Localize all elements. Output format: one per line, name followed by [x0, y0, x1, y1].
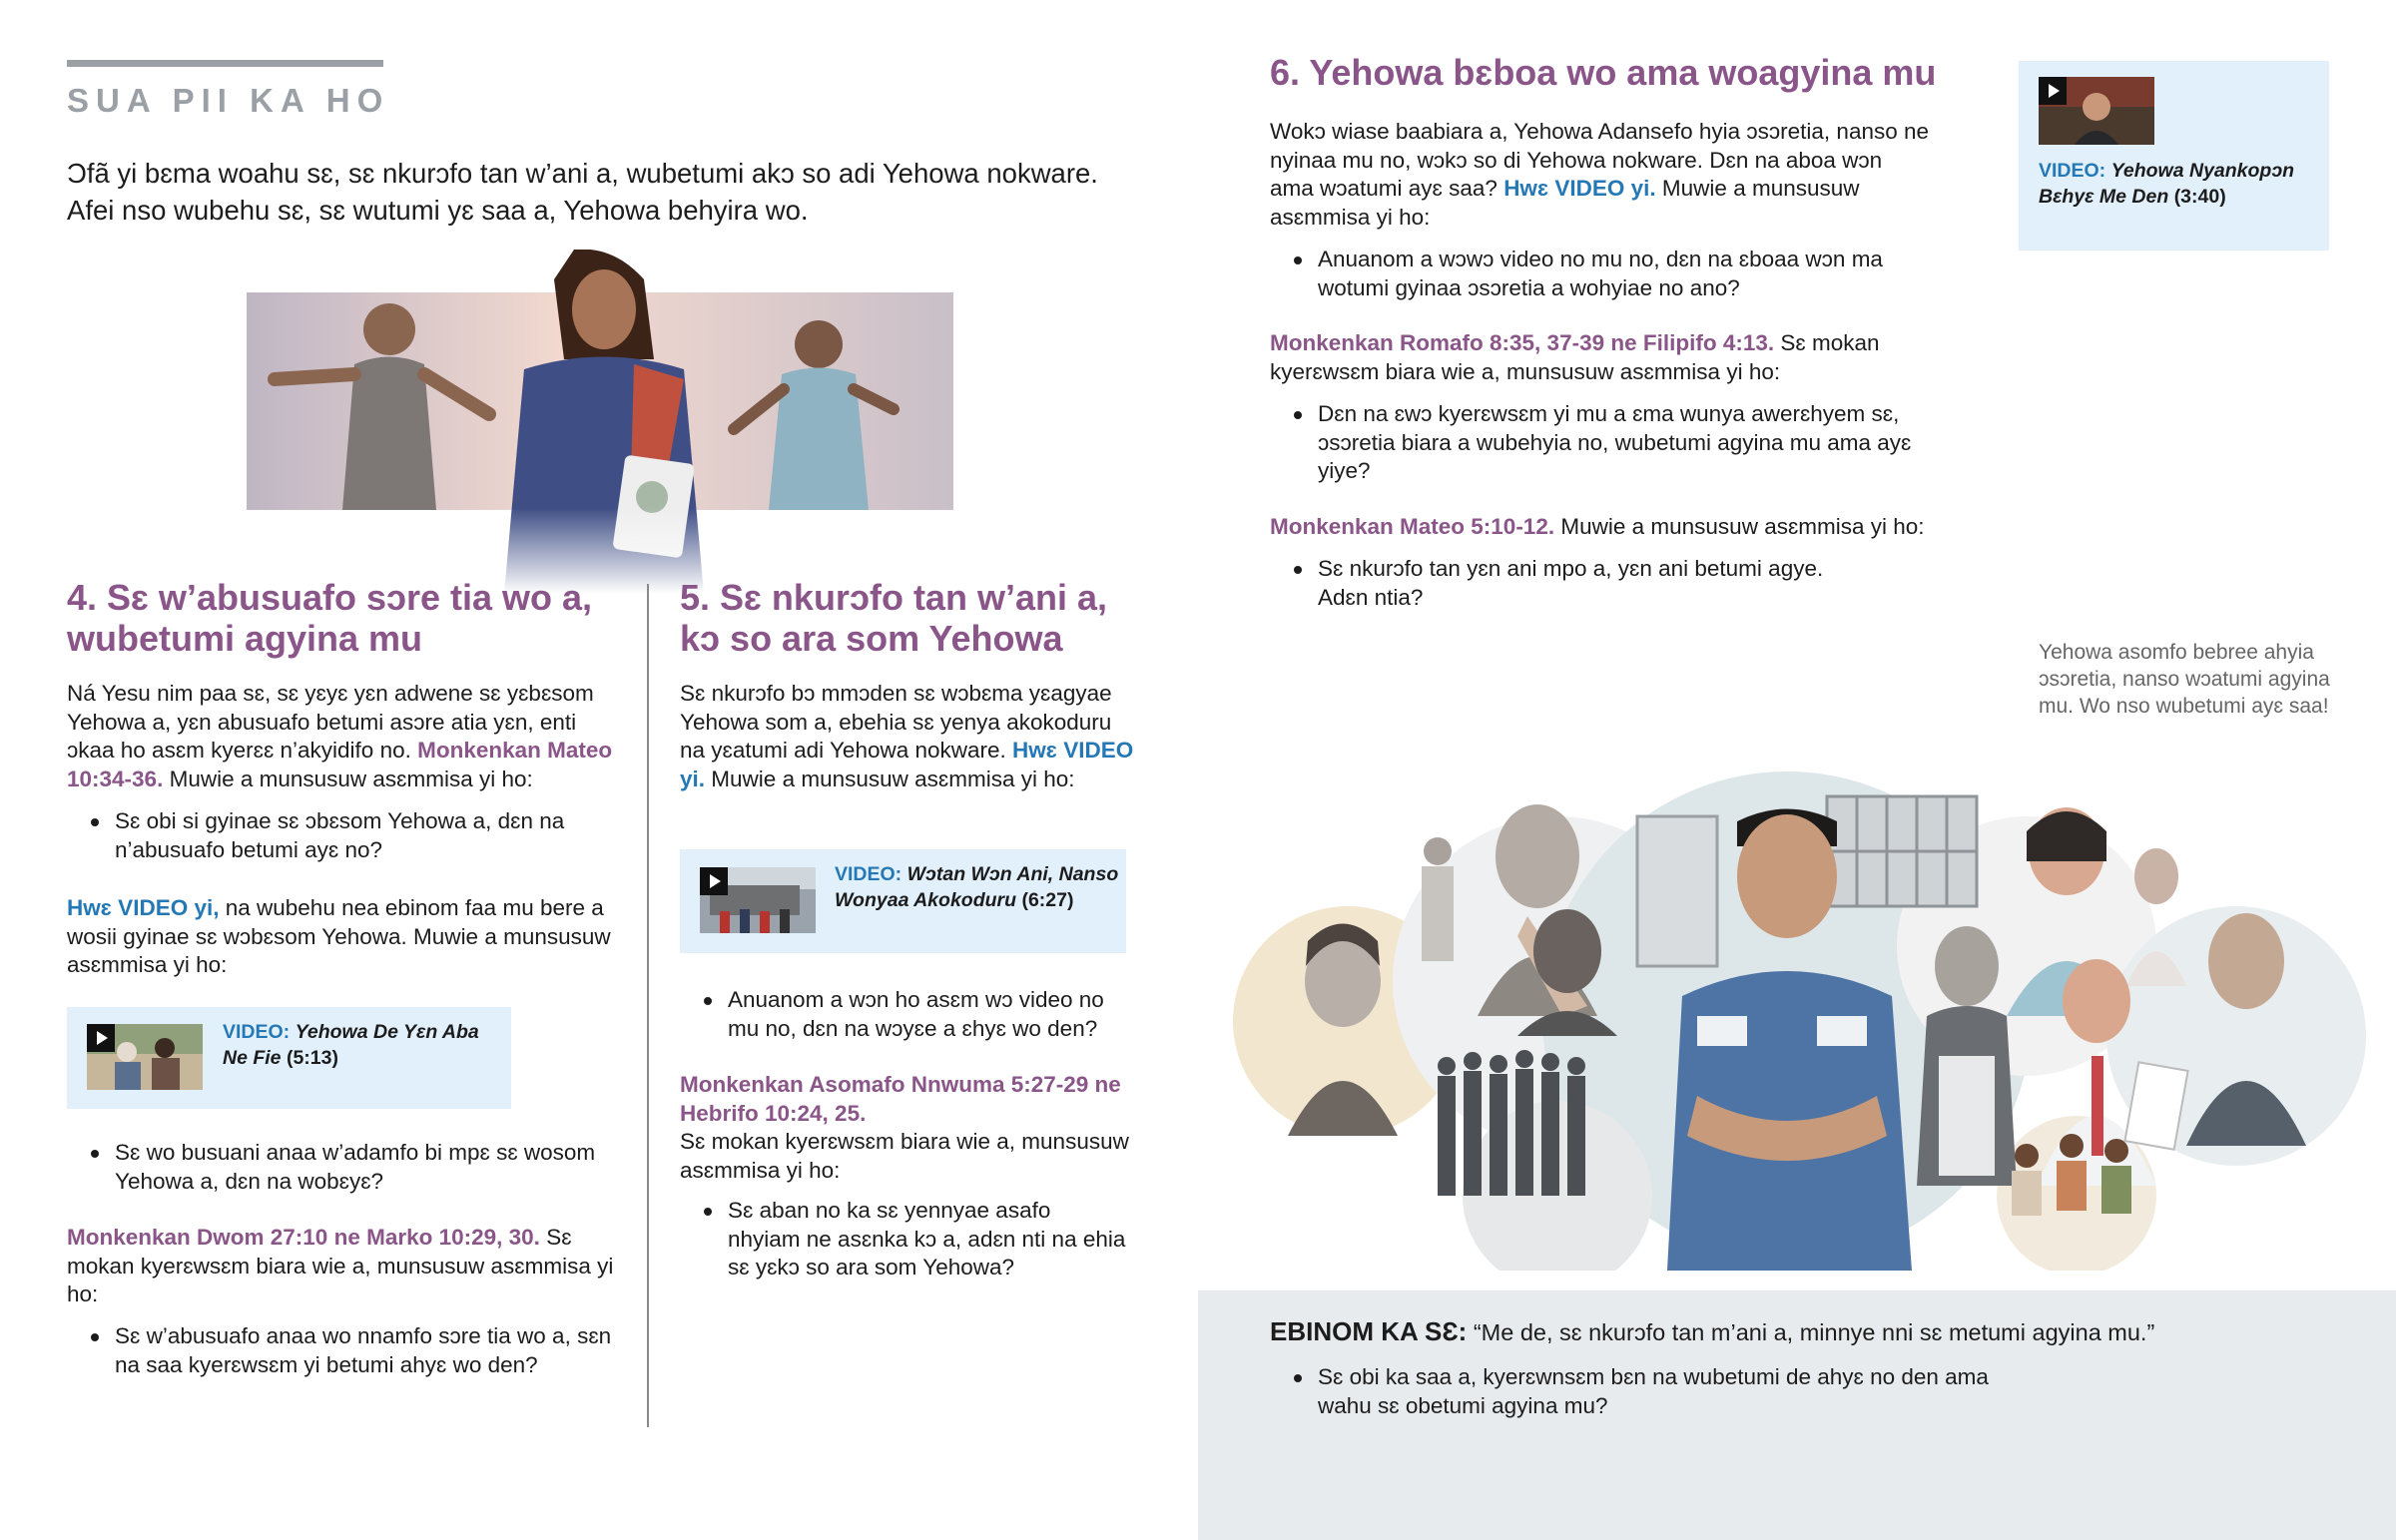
watch-video-link[interactable]: Hwɛ VIDEO yi.: [680, 738, 1134, 791]
video-title: Yehowa De Yɛn Aba Ne Fie: [223, 1021, 479, 1069]
scripture-reference-link[interactable]: Monkenkan Dwom 27:10 ne Marko 10:29, 30.: [67, 1225, 540, 1250]
section-4-heading-line-2: wubetumi agyina mu: [67, 618, 423, 659]
section-6-p2-text: Sɛ mokan kyerɛwsɛm biara wie a, munsusuw asɛmmisa yi ho:: [1270, 330, 1880, 384]
video-duration: (5:13): [286, 1047, 338, 1069]
section-4-p1-tail: Muwie a munsusuw asɛmmisa yi ho:: [169, 766, 533, 791]
section-6-question-2: Dɛn na ɛwɔ kyerɛwsɛm yi mu a ɛma wunya awerɛhyem sɛ, ɔsɔretia biara a wubehyia no, wubetumi agyina mu ama ayɛ yiye?: [1270, 400, 1929, 486]
video-card-family[interactable]: [67, 1007, 511, 1109]
section-5-p2-text: Sɛ mokan kyerɛwsɛm biara wie a, munsusuw asɛmmisa yi ho:: [680, 1129, 1129, 1183]
video-title: Yehowa Nyankopɔn Bɛhyɛ Me Den: [2039, 160, 2295, 208]
video-caption: [835, 861, 1119, 913]
faithful-servants-illustration: [1228, 767, 2366, 1271]
watch-video-link[interactable]: Hwɛ VIDEO yi,: [67, 895, 220, 920]
section-4-question-1: Sɛ obi si gyinae sɛ ɔbɛsom Yehowa a, dɛn na n’abusuafo betumi ayɛ no?: [67, 807, 626, 864]
section-5-paragraph-1: [680, 680, 1139, 793]
some-say-label: EBINOM KA SƐ:: [1270, 1316, 1468, 1346]
section-6-paragraph-3: [1270, 513, 1969, 542]
video-duration: (3:40): [2173, 186, 2226, 208]
section-6-heading: 6. Yehowa bɛboa wo ama woagyina mu: [1270, 52, 1937, 93]
section-4-p3-text: Sɛ mokan kyerɛwsɛm biara wie a, munsusuw asɛmmisa yi ho:: [67, 1225, 614, 1306]
scripture-reference-link[interactable]: Monkenkan Mateo 10:34-36.: [67, 738, 613, 791]
section-5-heading-line-1: 5. Sɛ nkurɔfo tan w’ani a,: [680, 577, 1107, 618]
section-4-heading: [67, 577, 646, 659]
section-4-paragraph-3: [67, 1224, 626, 1309]
section-4-p2-text: na wubehu nea ebinom faa mu bere a wosii gyinae sɛ wɔbɛsom Yehowa. Muwie a munsusuw asɛmmisa yi ho:: [67, 895, 611, 977]
section-6-p1-text: Wokɔ wiase baabiara a, Yehowa Adansefo hyia ɔsɔretia, nanso ne nyinaa mu no, wɔkɔ so di Yehowa nokware. Dɛn na aboa wɔn ama wɔatumi ayɛ saa?: [1270, 119, 1930, 201]
section-4-question-3: Sɛ w’abusuafo anaa wo nnamfo sɔre tia wo a, sɛn na saa kyerɛwsɛm yi betumi ahyɛ wo den?: [67, 1322, 626, 1379]
header-rule: [67, 60, 383, 67]
section-4-p1-text: Ná Yesu nim paa sɛ, sɛ yɛyɛ yɛn adwene sɛ yɛbɛsom Yehowa a, yɛn abusuafo betumi asɔre atia yɛn, enti ɔkaa ho asɛm kyerɛɛ n’akyidifo no.: [67, 681, 594, 763]
scripture-reference-link[interactable]: Monkenkan Romafo 8:35, 37-39 ne Filipifo 4:13.: [1270, 330, 1775, 355]
intro-line-2: Afei nso wubehu sɛ, sɛ wutumi yɛ saa a, Yehowa behyira wo.: [67, 195, 809, 226]
section-5-heading: [680, 577, 1179, 659]
video-thumbnail[interactable]: [87, 1024, 203, 1090]
section-5-p1-tail: Muwie a munsusuw asɛmmisa yi ho:: [711, 766, 1075, 791]
section-6-p1-tail: Muwie a munsusuw asɛmmisa yi ho:: [1270, 176, 1860, 230]
watch-video-link[interactable]: Hwɛ VIDEO yi.: [1503, 176, 1656, 201]
section-4-question-2: Sɛ wo busuani anaa w’adamfo bi mpɛ sɛ wosom Yehowa a, dɛn na wobɛyɛ?: [67, 1139, 626, 1196]
video-title: Wɔtan Wɔn Ani, Nanso Wonyaa Akokoduru: [835, 863, 1119, 911]
video-label: VIDEO:: [2039, 160, 2106, 182]
illustration-caption: Yehowa asomfo bebree ahyia ɔsɔretia, nanso wɔatumi agyina mu. Wo nso wubetumi ayɛ saa!: [2039, 641, 2330, 718]
some-say-quote: “Me de, sɛ nkurɔfo tan m’ani a, minnye nni sɛ metumi agyina mu.”: [1473, 1319, 2155, 1345]
section-6-paragraph-2: [1270, 329, 1949, 386]
video-caption: [2039, 158, 2318, 210]
video-thumbnail[interactable]: [2039, 77, 2154, 145]
play-icon[interactable]: [700, 867, 728, 895]
scripture-reference-link[interactable]: Monkenkan Asomafo Nnwuma 5:27-29 ne Hebrifo 10:24, 25.: [680, 1072, 1121, 1126]
section-4-heading-line-1: 4. Sɛ w’abusuafo sɔre tia wo a,: [67, 577, 593, 618]
section-6-p3-text: Muwie a munsusuw asɛmmisa yi ho:: [1560, 514, 1925, 539]
play-icon[interactable]: [2039, 77, 2067, 105]
video-label: VIDEO:: [223, 1021, 291, 1043]
video-duration: (6:27): [1021, 889, 1074, 911]
section-kicker: SUA PII KA HO: [67, 82, 390, 119]
section-5-heading-line-2: kɔ so ara som Yehowa: [680, 618, 1063, 659]
video-label: VIDEO:: [835, 863, 902, 885]
section-5-p1-text: Sɛ nkurɔfo bɔ mmɔden sɛ wɔbɛma yɛagyae Yehowa som a, ebehia sɛ yenya akokoduru na yɛatumi adi Yehowa nokware.: [680, 681, 1112, 763]
seated-men: [2012, 1134, 2131, 1216]
section-4-paragraph-1: [67, 680, 626, 793]
section-4-paragraph-2: [67, 894, 626, 980]
intro-line-1: Ɔfã yi bɛma woahu sɛ, sɛ nkurɔfo tan w’ani a, wubetumi akɔ so adi Yehowa nokware.: [67, 158, 1098, 189]
column-divider: [647, 584, 649, 1427]
section-6-paragraph-1: [1270, 118, 1929, 232]
man-in-suit: [1422, 837, 1454, 961]
section-5-question-1: Anuanom a wɔn ho asɛm wɔ video no mu no, dɛn na wɔyɛe a ɛhyɛ wo den?: [680, 986, 1129, 1043]
some-say-question: Sɛ obi ka saa a, kyerɛwnsɛm bɛn na wubetumi de ahyɛ no den ama wahu sɛ obetumi agyina mu?: [1270, 1363, 2029, 1420]
section-5-question-2: Sɛ aban no ka sɛ yennyae asafo nhyiam ne asɛnka kɔ a, adɛn nti na ehia sɛ yɛkɔ so ara som Yehowa?: [680, 1197, 1129, 1283]
video-card-strength[interactable]: [2019, 61, 2329, 251]
video-card-courage[interactable]: [680, 849, 1126, 953]
intro-text: [67, 155, 1185, 229]
scripture-reference-link[interactable]: Monkenkan Mateo 5:10-12.: [1270, 514, 1555, 539]
section-5-paragraph-2: [680, 1071, 1139, 1185]
play-icon[interactable]: [87, 1024, 115, 1052]
family-opposition-illustration: [215, 250, 963, 594]
section-6-question-1: Anuanom a wɔwɔ video no mu no, dɛn na ɛboaa wɔn ma wotumi gyinaa ɔsɔretia a wohyiae no ano?: [1270, 246, 1929, 302]
video-caption: [223, 1019, 502, 1071]
video-thumbnail[interactable]: [700, 867, 816, 933]
section-6-question-3: Sɛ nkurɔfo tan yɛn ani mpo a, yɛn ani betumi agye. Adɛn ntia?: [1270, 555, 1849, 612]
some-say-statement: [1270, 1317, 2368, 1347]
